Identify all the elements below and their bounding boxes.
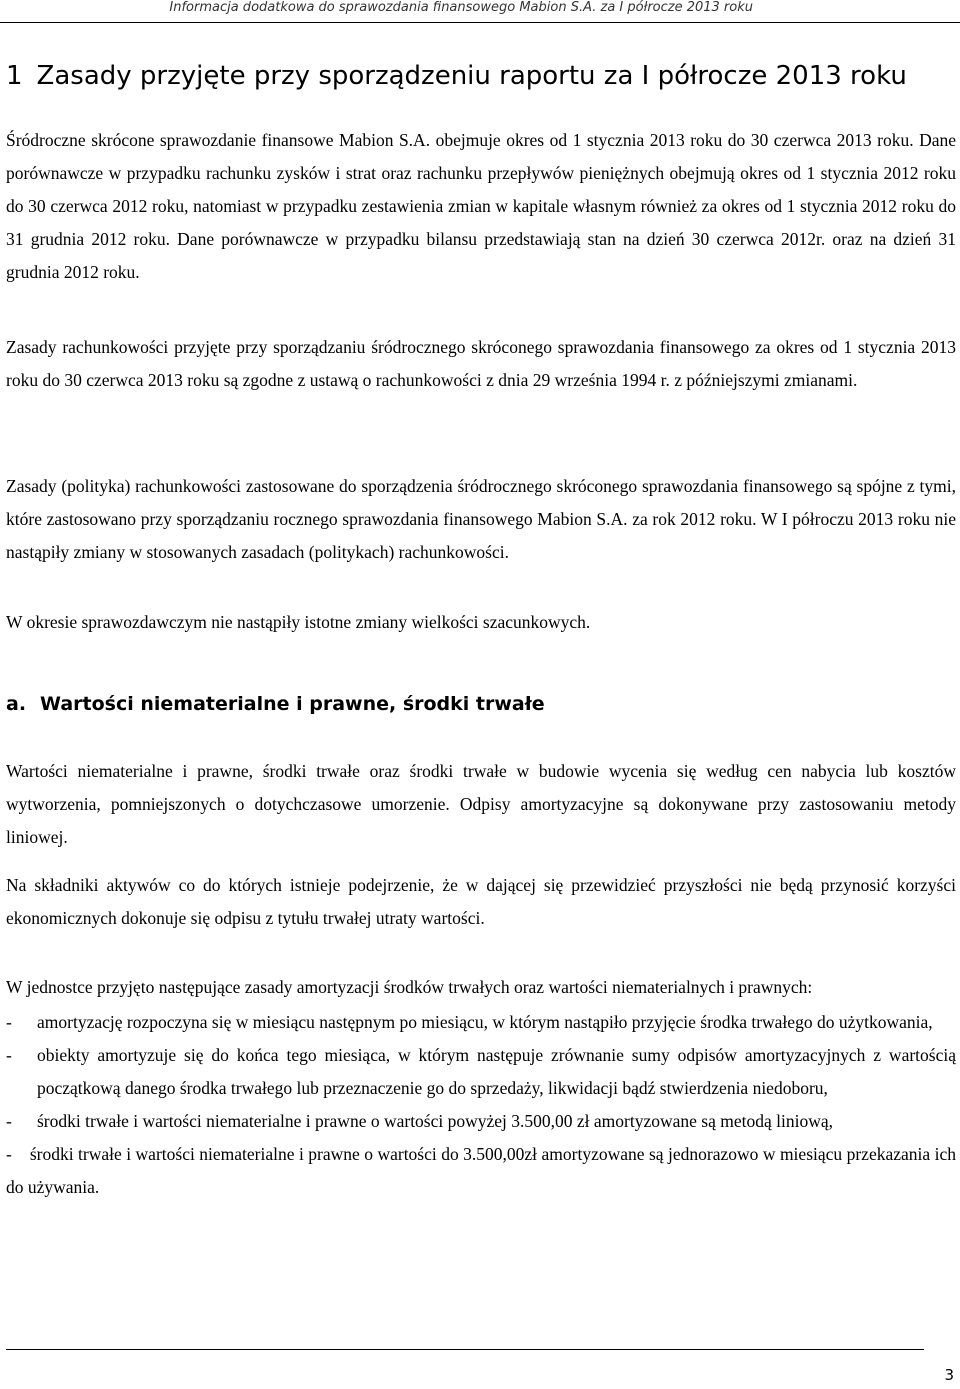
running-header bbox=[0, 0, 960, 23]
subsection-title: Wartości niematerialne i prawne, środki trwałe bbox=[40, 693, 545, 715]
list-dash: - bbox=[6, 1012, 12, 1032]
section-title: Zasady przyjęte przy sporządzeniu raportu za I półrocze 2013 roku bbox=[36, 61, 907, 91]
amortization-rules-list bbox=[6, 1006, 956, 1204]
paragraph-3: Zasady (polityka) rachunkowości zastosowane do sporządzenia śródrocznego skróconego sprawozdania finansowego są spójne z tymi, które zastosowano przy sporządzaniu rocznego sprawozdania finansowego Mabion S.A. za rok 2012 roku. W I półroczu 2013 roku nie nastąpiły zmiany w stosowanych zasadach (politykach) rachunkowości. bbox=[6, 476, 956, 562]
list-item-text: obiekty amortyzuje się do końca tego miesiąca, w którym następuje zrównanie sumy odpisów amortyzacyjnych z wartością początkową danego środka trwałego lub przeznaczenie go do sprzedaży, likwidacji bądź stwierdzenia niedoboru, bbox=[37, 1045, 956, 1098]
list-item bbox=[6, 1138, 956, 1204]
list-dash: - bbox=[6, 1045, 12, 1065]
list-item bbox=[6, 1105, 956, 1138]
section-number: 1 bbox=[6, 61, 23, 91]
list-item-text: środki trwałe i wartości niematerialne i prawne o wartości powyżej 3.500,00 zł amortyzowane są metodą liniową, bbox=[37, 1111, 833, 1131]
paragraph-2: Zasady rachunkowości przyjęte przy sporządzaniu śródrocznego skróconego sprawozdania finansowego za okres od 1 stycznia 2013 roku do 30 czerwca 2013 roku są zgodne z ustawą o rachunkowości z dnia 29 września 1994 r. z późniejszymi zmianami. bbox=[6, 337, 956, 390]
section-heading-1 bbox=[6, 56, 946, 96]
list-item-text: amortyzację rozpoczyna się w miesiącu następnym po miesiącu, w którym nastąpiło przyjęcie środka trwałego do użytkowania, bbox=[37, 1012, 933, 1032]
paragraph-a1: Wartości niematerialne i prawne, środki trwałe oraz środki trwałe w budowie wycenia się według cen nabycia lub kosztów wytworzenia, pomniejszonych o dotychczasowe umorzenie. Odpisy amortyzacyjne są dokonywane przy zastosowaniu metody liniowej. bbox=[6, 761, 956, 847]
paragraph-a3: W jednostce przyjęto następujące zasady amortyzacji środków trwałych oraz wartości niematerialnych i prawnych: bbox=[6, 977, 813, 997]
list-item-text: środki trwałe i wartości niematerialne i prawne o wartości do 3.500,00zł amortyzowane są jednorazowo w miesiącu przekazania ich do używania. bbox=[6, 1144, 956, 1197]
paragraph-a2: Na składniki aktywów co do których istnieje podejrzenie, że w dającej się przewidzieć przyszłości nie będą przynosić korzyści ekonomicznych dokonuje się odpisu z tytułu trwałej utraty wartości. bbox=[6, 875, 956, 928]
paragraph-4: W okresie sprawozdawczym nie nastąpiły istotne zmiany wielkości szacunkowych. bbox=[6, 612, 591, 632]
subsection-heading-a bbox=[6, 693, 545, 715]
footer-divider bbox=[6, 1349, 924, 1350]
list-item bbox=[6, 1006, 956, 1039]
list-dash: - bbox=[6, 1111, 12, 1131]
list-item bbox=[6, 1039, 956, 1105]
page-number: 3 bbox=[944, 1366, 954, 1384]
paragraph-1: Śródroczne skrócone sprawozdanie finansowe Mabion S.A. obejmuje okres od 1 stycznia 2013 roku do 30 czerwca 2013 roku. Dane porównawcze w przypadku rachunku zysków i strat oraz rachunku przepływów pieniężnych obejmują okres od 1 stycznia 2012 roku do 30 czerwca 2012 roku, natomiast w przypadku zestawienia zmian w kapitale własnym również za okres od 1 stycznia 2012 roku do 31 grudnia 2012 roku. Dane porównawcze w przypadku bilansu przedstawiają stan na dzień 30 czerwca 2012r. oraz na dzień 31 grudnia 2012 roku. bbox=[6, 130, 956, 282]
running-header-title: Informacja dodatkowa do sprawozdania finansowego Mabion S.A. za I półrocze 2013 roku bbox=[169, 0, 753, 15]
list-dash: - bbox=[6, 1144, 12, 1164]
subsection-letter: a. bbox=[6, 693, 27, 715]
